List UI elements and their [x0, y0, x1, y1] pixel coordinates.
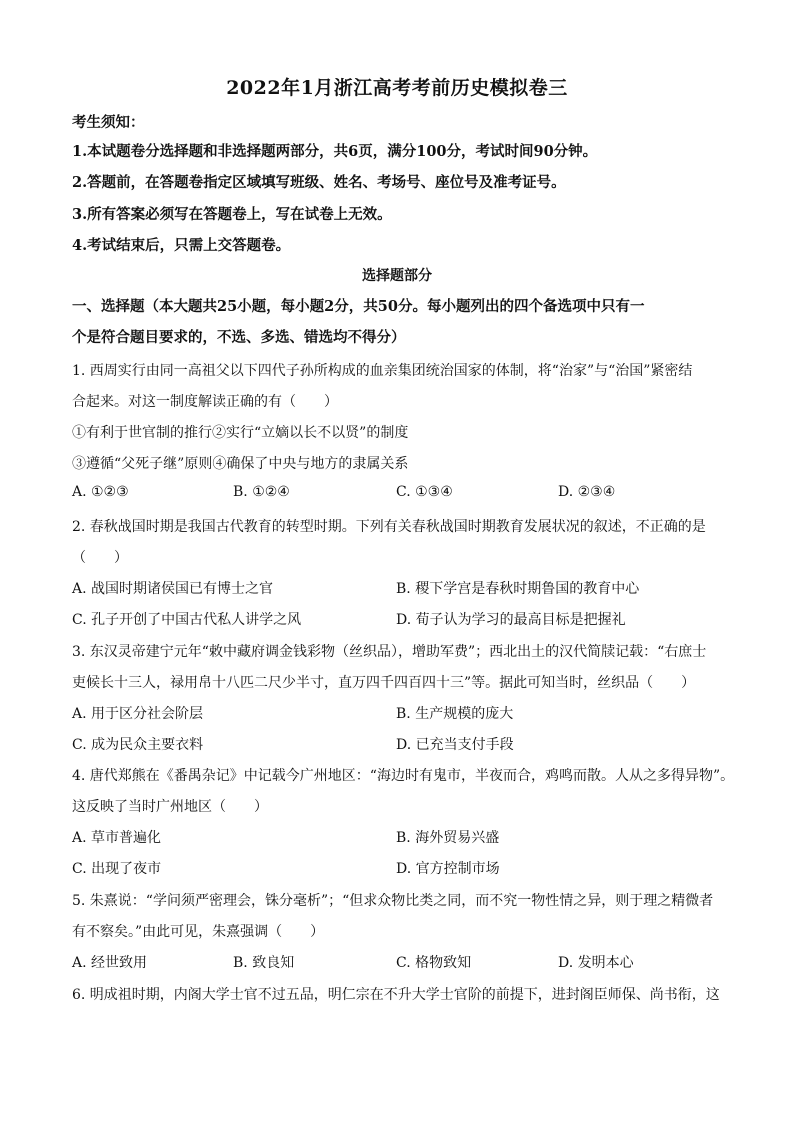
question-1-text: 合起来。对这一制度解读正确的有（ ）: [72, 394, 338, 410]
question-4-option-a: A. 草市普遍化: [72, 830, 162, 846]
question-1-option-b: B. ①②④: [233, 484, 290, 500]
question-5-option-d: D. 发明本心: [558, 955, 634, 971]
page-title: 2022年1月浙江高考考前历史模拟卷三: [226, 77, 568, 99]
question-2-option-c: C. 孔子开创了中国古代私人讲学之风: [72, 612, 302, 628]
notice-item: 1.本试题卷分选择题和非选择题两部分，共6页，满分100分，考试时间90分钟。: [72, 143, 598, 160]
question-5-option-b: B. 致良知: [233, 955, 295, 971]
question-2-text: 2. 春秋战国时期是我国古代教育的转型时期。下列有关春秋战国时期教育发展状况的叙述，不正确的是: [72, 519, 706, 535]
question-4-option-c: C. 出现了夜市: [72, 861, 162, 877]
question-2-option-a: A. 战国时期诸侯国已有博士之官: [72, 581, 274, 597]
question-4-option-d: D. 官方控制市场: [396, 861, 500, 877]
question-4-option-b: B. 海外贸易兴盛: [396, 830, 500, 846]
question-1-option-d: D. ②③④: [558, 484, 616, 500]
question-5-option-a: A. 经世致用: [72, 955, 148, 971]
question-3-option-c: C. 成为民众主要衣料: [72, 737, 204, 753]
notice-heading: 考生须知：: [72, 114, 145, 131]
question-5-option-c: C. 格物致知: [396, 955, 472, 971]
question-3-text: 吏候长十三人，禄用帛十八匹二尺少半寸，直万四千四百四十三”等。据此可知当时，丝织品（ ）: [72, 675, 696, 691]
question-1-option-c: C. ①③④: [396, 484, 453, 500]
question-3-text: 3. 东汉灵帝建宁元年“敕中藏府调金钱彩物（丝织品），增助军费”；西北出土的汉代简牍记载：“右庶士: [72, 644, 707, 660]
question-2-text: （ ）: [72, 550, 128, 566]
question-3-option-d: D. 已充当支付手段: [396, 737, 514, 753]
question-4-text: 4. 唐代郑熊在《番禺杂记》中记载今广州地区：“海边时有鬼市，半夜而合，鸡鸣而散。人从之多得异物”。: [72, 768, 735, 784]
question-1-option-a: A. ①②③: [72, 484, 129, 500]
notice-item: 3.所有答案必须写在答题卷上，写在试卷上无效。: [72, 206, 392, 223]
question-3-option-b: B. 生产规模的庞大: [396, 706, 514, 722]
part-instruction: 一、选择题（本大题共25小题，每小题2分，共50分。每小题列出的四个备选项中只有一: [72, 298, 645, 315]
question-5-text: 5. 朱熹说：“学问须严密理会，铢分毫析”；“但求众物比类之同，而不究一物性情之异，则于理之精微者: [72, 893, 714, 909]
question-1-statement: ①有利于世官制的推行②实行“立嫡以长不以贤”的制度: [72, 425, 409, 441]
question-1-statement: ③遵循“父死子继”原则④确保了中央与地方的隶属关系: [72, 456, 409, 472]
section-title: 选择题部分: [362, 268, 432, 284]
question-5-text: 有不察矣。”由此可见，朱熹强调（ ）: [72, 924, 325, 940]
question-2-option-d: D. 荀子认为学习的最高目标是把握礼: [396, 612, 626, 628]
question-2-option-b: B. 稷下学宫是春秋时期鲁国的教育中心: [396, 581, 640, 597]
part-instruction: 个是符合题目要求的，不选、多选、错选均不得分）: [72, 329, 406, 346]
question-3-option-a: A. 用于区分社会阶层: [72, 706, 204, 722]
question-6-text: 6. 明成祖时期，内阁大学士官不过五品，明仁宗在不升大学士官阶的前提下，进封阁臣师保、尚书衔，这: [72, 987, 720, 1003]
question-4-text: 这反映了当时广州地区（ ）: [72, 799, 268, 815]
notice-item: 2.答题前，在答题卷指定区域填写班级、姓名、考场号、座位号及准考证号。: [72, 174, 566, 191]
notice-item: 4.考试结束后，只需上交答题卷。: [72, 237, 291, 254]
question-1-text: 1. 西周实行由同一高祖父以下四代子孙所构成的血亲集团统治国家的体制，将“治家”与“治国”紧密结: [72, 363, 693, 379]
